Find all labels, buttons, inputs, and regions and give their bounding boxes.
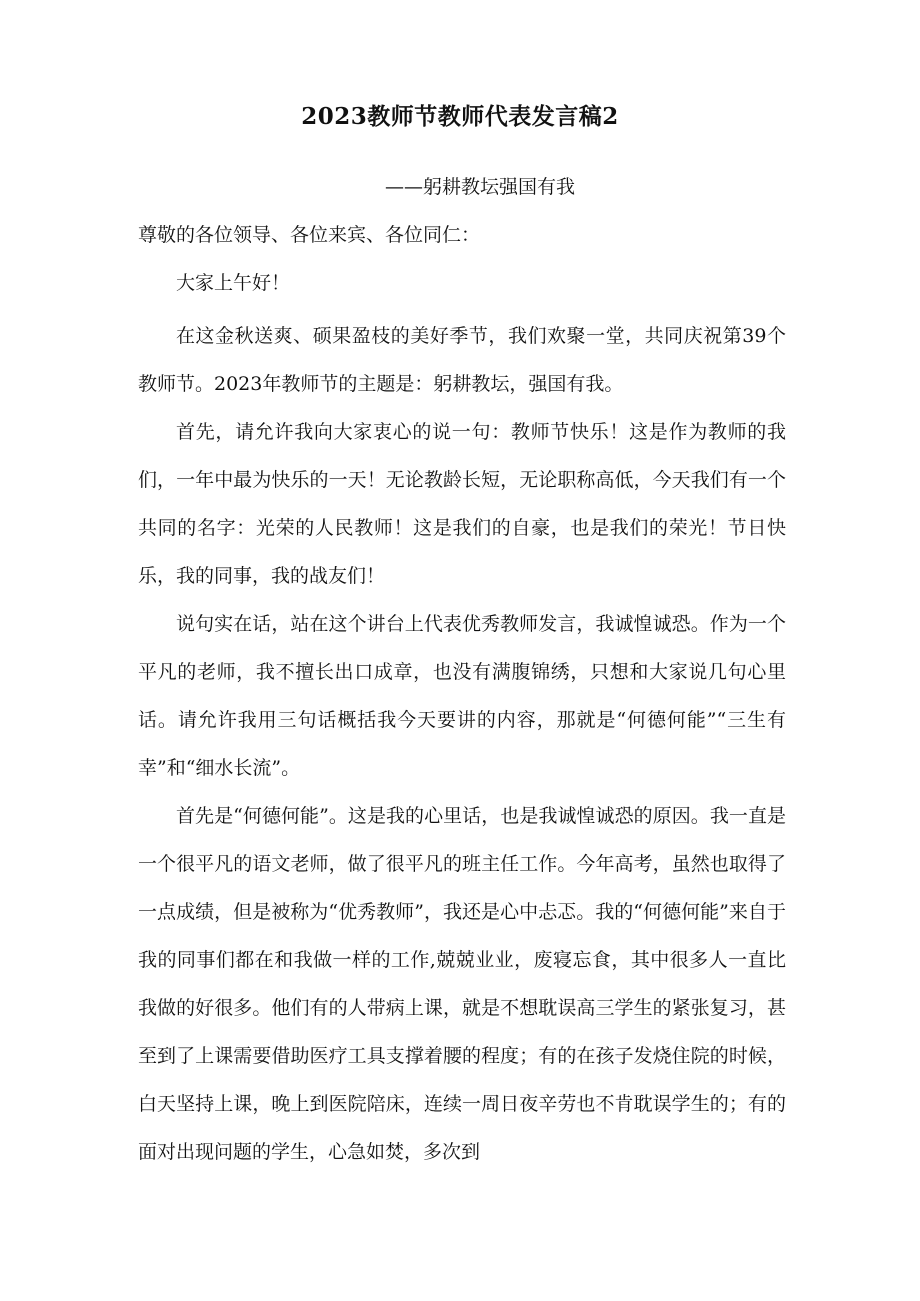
paragraph-4: 首先是“何德何能”。这是我的心里话，也是我诚惶诚恐的原因。我一直是一个很平凡的语文老师，做了很平凡的班主任工作。今年高考，虽然也取得了一点成绩，但是被称为“优秀教师”，我还是心中忐忑。我的“何德何能”来自于我的同事们都在和我做一样的工作,兢兢业业，废寝忘食，其中很多人一直比我做的好很多。他们有的人带病上课，就是不想耽误高三学生的紧张复习，甚至到了上课需要借助医疗工具支撑着腰的程度；有的在孩子发烧住院的时候，白天坚持上课，晚上到医院陪床，连续一周日夜辛劳也不肯耽误学生的；有的面对出现问题的学生，心急如焚，多次到 bbox=[138, 805, 786, 1163]
document-subtitle: ——躬耕教坛强国有我 bbox=[384, 176, 575, 198]
paragraph-greeting: 大家上午好！ bbox=[176, 272, 291, 294]
paragraph-2: 首先，请允许我向大家衷心的说一句：教师节快乐！这是作为教师的我们，一年中最为快乐的一天！无论教龄长短，无论职称高低，今天我们有一个共同的名字：光荣的人民教师！这是我们的自豪，也是我们的荣光！节日快乐，我的同事，我的战友们！ bbox=[138, 421, 786, 587]
salutation: 尊敬的各位领导、各位来宾、各位同仁： bbox=[138, 224, 481, 246]
paragraph-3: 说句实在话，站在这个讲台上代表优秀教师发言，我诚惶诚恐。作为一个平凡的老师，我不擅长出口成章，也没有满腹锦绣，只想和大家说几句心里话。请允许我用三句话概括我今天要讲的内容，那就是“何德何能”“三生有幸”和“细水长流”。 bbox=[138, 613, 786, 779]
document-body bbox=[138, 219, 786, 1176]
paragraph-1: 在这金秋送爽、硕果盈枝的美好季节，我们欢聚一堂，共同庆祝第39个教师节。2023年教师节的主题是：躬耕教坛，强国有我。 bbox=[138, 325, 786, 395]
document-title: 2023教师节教师代表发言稿2 bbox=[301, 103, 619, 130]
